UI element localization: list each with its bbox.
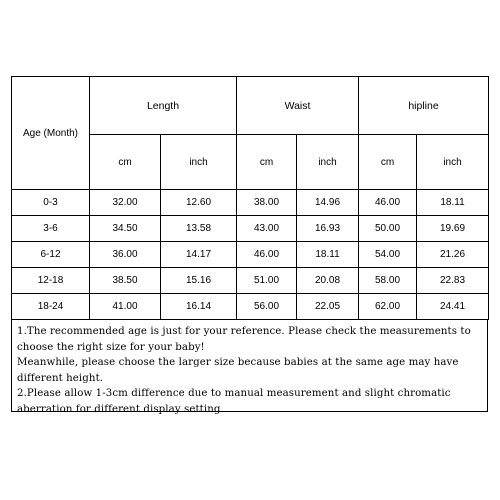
age-cell: 18-24 xyxy=(12,294,90,320)
hipline-group-header: hipline xyxy=(359,77,489,135)
note-paragraph: 1.The recommended age is just for your reference. Please check the measurements to choose the right size for your baby! xyxy=(17,326,471,353)
note-paragraph: Meanwhile, please choose the larger size because babies at the same age may have different height. xyxy=(17,357,459,384)
waist-inch-cell: 18.11 xyxy=(297,242,359,268)
table-row xyxy=(12,268,489,294)
hipline-cm-cell: 58.00 xyxy=(359,268,417,294)
length-inch-cell: 14.17 xyxy=(161,242,237,268)
waist-group-header: Waist xyxy=(237,77,359,135)
length-inch-cell: 13.58 xyxy=(161,216,237,242)
length-inch-cell: 16.14 xyxy=(161,294,237,320)
waist-inch-cell: 22.05 xyxy=(297,294,359,320)
size-chart-table xyxy=(11,76,489,320)
hipline-cm-cell: 54.00 xyxy=(359,242,417,268)
waist-inch-cell: 16.93 xyxy=(297,216,359,242)
length-cm-cell: 32.00 xyxy=(90,190,161,216)
hipline-inch-cell: 19.69 xyxy=(417,216,489,242)
length-cm-cell: 38.50 xyxy=(90,268,161,294)
waist-cm-cell: 38.00 xyxy=(237,190,297,216)
hipline-inch-cell: 24.41 xyxy=(417,294,489,320)
length-cm-cell: 41.00 xyxy=(90,294,161,320)
unit-header: cm xyxy=(237,135,297,190)
waist-cm-cell: 43.00 xyxy=(237,216,297,242)
length-cm-cell: 34.50 xyxy=(90,216,161,242)
age-cell: 6-12 xyxy=(12,242,90,268)
length-inch-cell: 15.16 xyxy=(161,268,237,294)
table-row xyxy=(12,294,489,320)
table-row xyxy=(12,190,489,216)
length-cm-cell: 36.00 xyxy=(90,242,161,268)
unit-header: cm xyxy=(359,135,417,190)
hipline-inch-cell: 18.11 xyxy=(417,190,489,216)
unit-header: inch xyxy=(161,135,237,190)
waist-cm-cell: 46.00 xyxy=(237,242,297,268)
age-column-header: Age (Month) xyxy=(12,77,90,190)
hipline-cm-cell: 46.00 xyxy=(359,190,417,216)
age-cell: 0-3 xyxy=(12,190,90,216)
group-header-row xyxy=(12,77,489,135)
hipline-inch-cell: 21.26 xyxy=(417,242,489,268)
hipline-cm-cell: 50.00 xyxy=(359,216,417,242)
table-row xyxy=(12,242,489,268)
unit-header: inch xyxy=(297,135,359,190)
length-inch-cell: 12.60 xyxy=(161,190,237,216)
age-cell: 12-18 xyxy=(12,268,90,294)
notes-box xyxy=(11,319,488,415)
age-cell: 3-6 xyxy=(12,216,90,242)
unit-header: cm xyxy=(90,135,161,190)
length-group-header: Length xyxy=(90,77,237,135)
hipline-inch-cell: 22.83 xyxy=(417,268,489,294)
hipline-cm-cell: 62.00 xyxy=(359,294,417,320)
table-row xyxy=(12,216,489,242)
waist-inch-cell: 20.08 xyxy=(297,268,359,294)
note-paragraph: 2.Please allow 1-3cm difference due to manual measurement and slight chromatic aberration for different display setting xyxy=(17,388,451,415)
waist-cm-cell: 56.00 xyxy=(237,294,297,320)
waist-cm-cell: 51.00 xyxy=(237,268,297,294)
unit-header: inch xyxy=(417,135,489,190)
waist-inch-cell: 14.96 xyxy=(297,190,359,216)
